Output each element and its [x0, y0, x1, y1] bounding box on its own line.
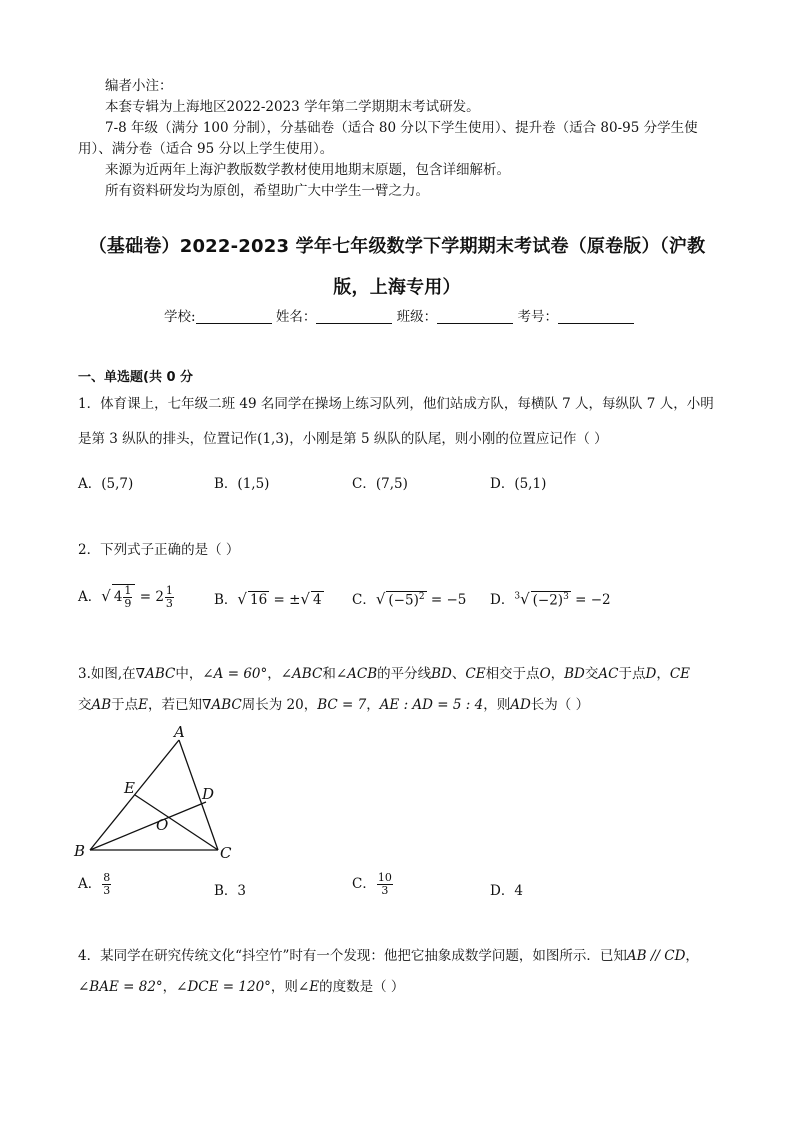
label-o: O: [156, 816, 169, 834]
q2-option-b[interactable]: B．√ 16 = ±√ 4: [214, 590, 322, 608]
label-b: B: [74, 842, 86, 860]
q3-option-d[interactable]: D．4: [490, 883, 523, 899]
class-field[interactable]: [437, 309, 513, 324]
label-c: C: [220, 844, 232, 862]
student-info-row: [164, 305, 634, 325]
name-label: 姓名：: [275, 309, 317, 325]
q1-option-d[interactable]: D．(5,1): [490, 476, 547, 492]
editor-note-line2a: 7-8 年级（满分 100 分制），分基础卷（适合 80 分以下学生使用）、提升卷（适合 80-95 分学生使: [105, 120, 698, 136]
label-d: D: [202, 785, 215, 803]
q4-line1: 4．某同学在研究传统文化“抖空竹”时有一个发现：他把它抽象成数学问题，如图所示．已知AB // CD，: [78, 948, 699, 964]
exam-title-line1: （基础卷）2022-2023 学年七年级数学下学期期末考试卷（原卷版）（沪教: [88, 236, 706, 257]
segment-ce: [135, 795, 218, 850]
editor-note-line3: 来源为近两年上海沪教版数学教材使用地期末原题，包含详细解析。: [105, 162, 510, 178]
q1-line2b: ，小刚是第 5 纵队的队尾，则小刚的位置应记作（ ）: [289, 431, 608, 447]
q2-option-c[interactable]: C．√ $(-5)^2 = -5$: [352, 590, 467, 608]
q3-option-a[interactable]: A． $\frac{8}{3}$: [78, 871, 111, 897]
editor-note-line2b: 用）、满分卷（适合 95 分以上学生使用）。: [78, 141, 334, 157]
q2-stem: 2．下列式子正确的是（ ）: [78, 542, 240, 558]
segment-bd: [90, 802, 206, 850]
q2-option-d[interactable]: D．$^3$√ $(-2)^3 = -2$: [490, 590, 611, 608]
q1-position: (1,3): [257, 431, 290, 447]
number-label: 考号：: [517, 309, 558, 325]
q3-option-b[interactable]: B．3: [214, 883, 247, 899]
class-label: 班级：: [396, 309, 438, 325]
editor-note-line4: 所有资料研发均为原创，希望助广大中学生一臂之力。: [105, 183, 429, 199]
name-field[interactable]: [316, 309, 392, 324]
school-field[interactable]: [196, 309, 272, 324]
q3-line2: 交AB于点E，若已知∇ABC周长为 20，BC = 7，AE : AD = 5 : 4，则AD长为（ ）: [78, 697, 590, 713]
q1-option-b[interactable]: B．(1,5): [214, 476, 270, 492]
school-label: 学校:: [164, 309, 196, 325]
section-heading: 一、单选题(共 0 分: [78, 370, 194, 385]
editor-note-label: 编者小注：: [105, 78, 173, 94]
q1-option-a[interactable]: A．(5,7): [78, 476, 134, 492]
q1-line2a: 是第 3 纵队的排头，位置记作: [78, 431, 258, 447]
label-e: E: [124, 779, 135, 797]
q4-line2: ∠BAE = 82°，∠DCE = 120°，则∠E的度数是（ ）: [78, 979, 405, 995]
exam-title-line2: 版，上海专用）: [333, 277, 461, 298]
q3-option-c[interactable]: C． $\frac{10}{3}$: [352, 871, 392, 897]
q1-line2: [78, 429, 608, 449]
q2-option-a[interactable]: A．√ 4 $\frac{1}{9}$ = 2 $\frac{1}{3}$: [78, 584, 173, 610]
number-field[interactable]: [558, 309, 634, 324]
q3-line1: 3.如图,在∇ABC中，∠A = 60°，∠ABC和∠ACB的平分线BD、CE相交于点O，BD交AC于点D，CE: [78, 666, 690, 682]
q1-line1: 1．体育课上，七年级二班 49 名同学在操场上练习队列，他们站成方队，每横队 7 人，每纵队 7 人，小明: [78, 396, 714, 412]
editor-note-line1: 本套专辑为上海地区2022-2023 学年第二学期期末考试研发。: [105, 99, 480, 115]
q1-option-c[interactable]: C．(7,5): [352, 476, 408, 492]
label-a: A: [174, 723, 185, 741]
q3-triangle-figure: [70, 722, 250, 864]
